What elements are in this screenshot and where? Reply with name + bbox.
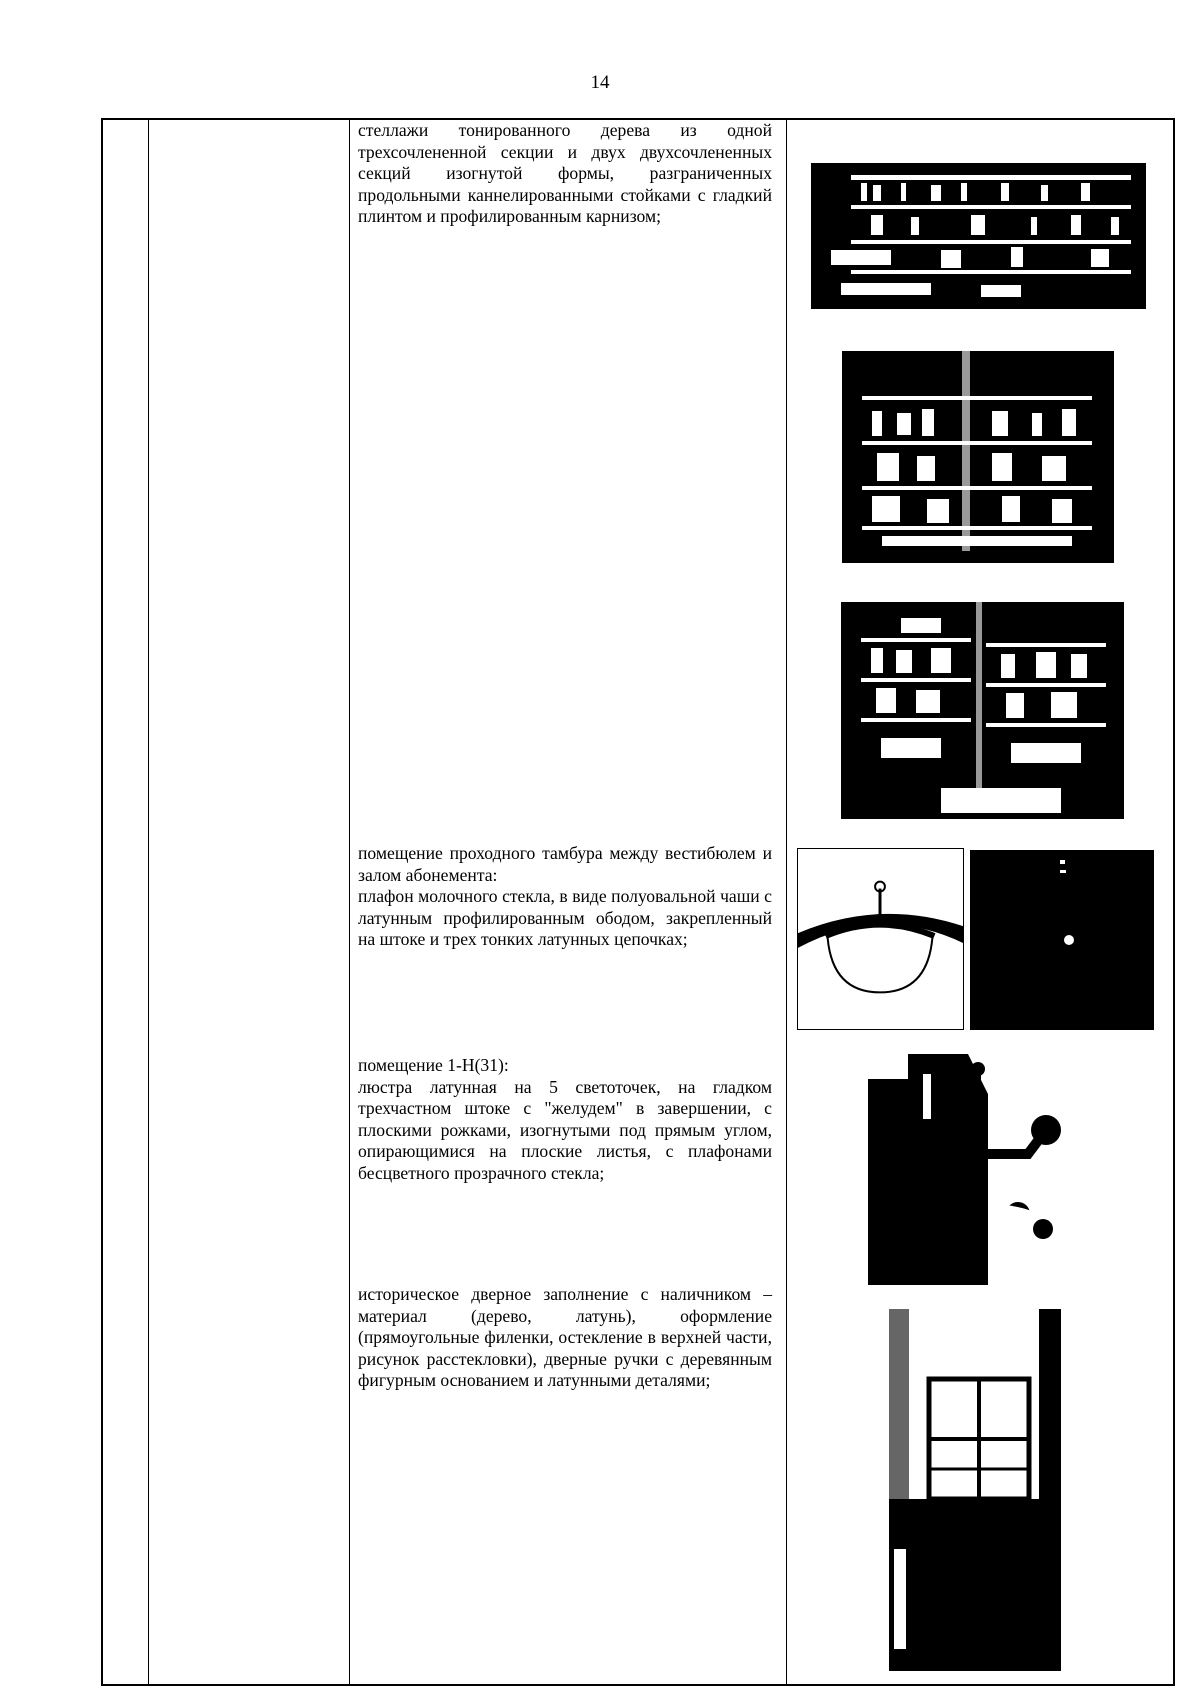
shelves-photo-1 xyxy=(811,145,1146,309)
column-divider-3 xyxy=(786,120,787,1684)
entry-chandelier-text xyxy=(358,1055,772,1184)
shelves-photo-3 xyxy=(841,588,1124,819)
entry-paragraph: помещение 1-Н(31): xyxy=(358,1055,509,1075)
lamp-photo-2 xyxy=(970,850,1154,1030)
entry-paragraph: историческое дверное заполнение с наличником – материал (дерево, латунь), оформление (прямоугольные филенки, остекление в верхней части, рисунок расстекловки), дверные ручки с деревянным фигурным основанием и латунными деталями; xyxy=(358,1284,772,1390)
entry-paragraph: помещение проходного тамбура между вестибюлем и залом абонемента: xyxy=(358,843,772,885)
column-divider-2 xyxy=(349,120,350,1684)
entry-paragraph: плафон молочного стекла, в виде полуовальной чаши с латунным профилированным ободом, закрепленный на штоке и трех тонких латунных цепочках; xyxy=(358,886,772,949)
entry-door-text xyxy=(358,1284,772,1392)
door-photo xyxy=(889,1309,1061,1671)
entry-paragraph: стеллажи тонированного дерева из одной трехсочлененной секции и двух двухсочлененных секций изогнутой формы, разграниченных продольными каннелированными стойками с гладкий плинтом и профилированным карнизом; xyxy=(358,120,772,226)
page-number: 14 xyxy=(590,72,610,93)
entry-paragraph: люстра латунная на 5 светоточек, на гладком трехчастном штоке с "желудем" в завершении, с плоскими рожками, изогнутыми под прямым углом, опирающимися на плоские листья, с плафонами бесцветного прозрачного стекла; xyxy=(358,1076,772,1183)
chandelier-photo xyxy=(868,1054,1086,1285)
lamp-photo-1 xyxy=(797,848,964,1030)
shelves-photo-2 xyxy=(842,341,1114,563)
column-divider-1 xyxy=(148,120,149,1684)
entry-shelves-text xyxy=(358,120,772,228)
entry-lamp-text xyxy=(358,843,772,951)
